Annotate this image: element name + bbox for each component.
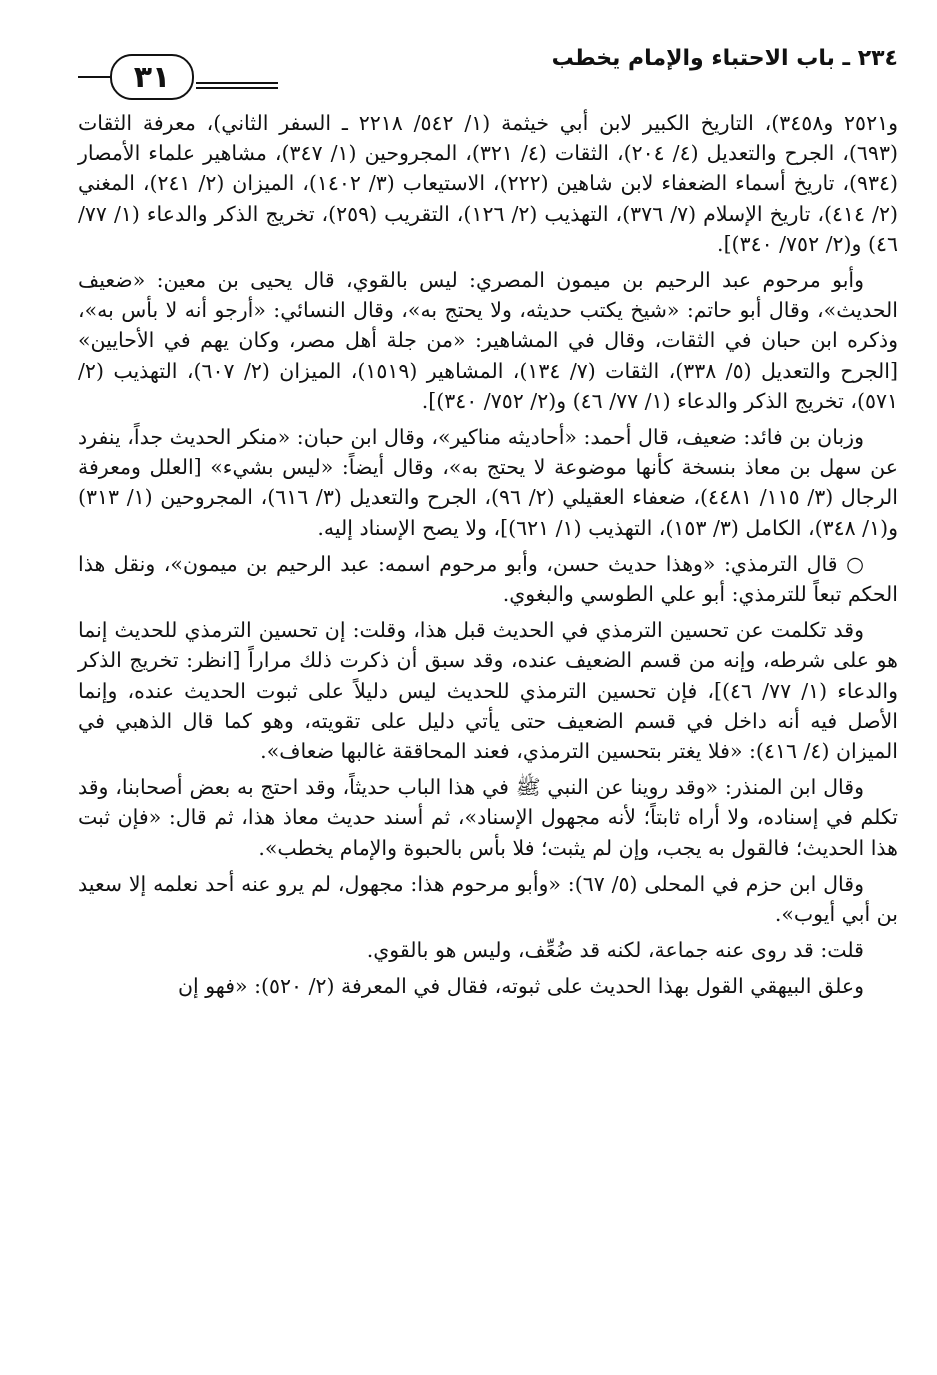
paragraph-1: و٢٥٢١ و٣٤٥٨)، التاريخ الكبير لابن أبي خيثمة (١/ ٥٤٢/ ٢٢١٨ ـ السفر الثاني)، معرفة الثقات (٦٩٣)، الجرح والتعديل (٤/ ٢٠٤)، الثقات (٤/ ٣٢١)، المجروحين (١/ ٣٤٧)، مشاهير علماء الأمصار (٩٣٤)، تاريخ أسماء الضعفاء لابن شاهين (٢٢٢)، الاستيعاب (٣/ ١٤٠٢)، الميزان (٢/ ٢٤١)، المغني (٢/ ٤١٤)، تاريخ الإسلام (٧/ ٣٧٦)، التهذيب (٢/ ١٢٦)، التقريب (٢٥٩)، تخريج الذكر والدعاء (١/ ٧٧/ ٤٦) و(٢/ ٧٥٢/ ٣٤٠)]. [78, 111, 899, 256]
paragraph-2: وأبو مرحوم عبد الرحيم بن ميمون المصري: ليس بالقوي، قال يحيى بن معين: «ضعيف الحديث»، وقال أبو حاتم: «شيخ يكتب حديثه، ولا يحتج به»، وقال النسائي: «أرجو أنه لا بأس به»، وذكره ابن حبان في الثقات، وقال في المشاهير: «من جلة أهل مصر، وكان يهم في الأحايين» [الجرح والتعديل (٥/ ٣٣٨)، الثقات (٧/ ١٣٤)، المشاهير (١٥١٩)، الميزان (٢/ ٦٠٧)، التهذيب (٢/ ٥٧١)، تخريج الذكر والدعاء (١/ ٧٧/ ٤٦) و(٢/ ٧٥٢/ ٣٤٠)]. [78, 268, 898, 413]
paragraph-5: وقد تكلمت عن تحسين الترمذي في الحديث قبل هذا، وقلت: إن تحسين الترمذي للحديث إنما هو على شرطه، وإنه من قسم الضعيف عنده، وقد سبق أن ذكرت ذلك مراراً [انظر: تخريج الذكر والدعاء (١/ ٧٧/ ٤٦)]، فإن تحسين الترمذي للحديث ليس دليلاً على ثبوت الحديث عنده، وإنما الأصل فيه أنه داخل في قسم الضعيف حتى يأتي دليل على تقويته، وهو كما قال الذهبي في الميزان (٤/ ٤١٦): «فلا يغتر بتحسين الترمذي، فعند المحاققة غالبها ضعاف». [78, 618, 899, 764]
header-rule-left [78, 76, 112, 78]
paragraph-4: ○ قال الترمذي: «وهذا حديث حسن، وأبو مرحوم اسمه: عبد الرحيم بن ميمون»، ونقل هذا الحكم تبعاً للترمذي: أبو علي الطوسي والبغوي. [78, 551, 898, 607]
running-head: ٢٣٤ ـ باب الاحتباء والإمام يخطب [551, 46, 898, 71]
header-rule [196, 82, 278, 89]
paragraph-7: وقال ابن حزم في المحلى (٥/ ٦٧): «وأبو مرحوم هذا: مجهول، لم يرو عنه أحد نعلمه إلا سعيد بن أبي أيوب». [78, 871, 898, 927]
paragraph-9: وعلق البيهقي القول بهذا الحديث على ثبوته، فقال في المعرفة (٢/ ٥٢٠): «فهو إن [177, 974, 864, 999]
body-text [78, 108, 898, 1002]
paragraph-6: وقال ابن المنذر: «وقد روينا عن النبي ﷺ في هذا الباب حديثاً، وقد احتج به بعض أصحابنا، وقد تكلم في إسناده، ولا أراه ثابتاً؛ لأنه مجهول الإسناد»، ثم أسند حديث معاذ هذا، ثم قال: «فإن ثبت هذا الحديث؛ فالقول به يجب، وإن لم يثبت؛ فلا بأس بالحبوة والإمام يخطب». [78, 775, 898, 860]
book-page [78, 44, 898, 1364]
page-header [78, 44, 898, 108]
paragraph-3: وزبان بن فائد: ضعيف، قال أحمد: «أحاديثه مناكير»، وقال ابن حبان: «منكر الحديث جداً، ينفرد عن سهل بن معاذ بنسخة كأنها موضوعة لا يحتج به»، وقال أيضاً: «ليس بشيء» [العلل ومعرفة الرجال (٣/ ١١٥/ ٤٤٨١)، ضعفاء العقيلي (٢/ ٩٦)، الجرح والتعديل (٣/ ٦١٦)، المجروحين (١/ ٣١٣) و(١/ ٣٤٨)، الكامل (٣/ ١٥٣)، التهذيب (١/ ٦٢١)]، ولا يصح الإسناد إليه. [78, 425, 898, 540]
page-number-ornament [78, 54, 278, 100]
page-number: ٣١ [133, 59, 171, 95]
page-number-badge [110, 54, 194, 100]
paragraph-8: قلت: قد روى عنه جماعة، لكنه قد ضُعِّف، وليس هو بالقوي. [366, 938, 864, 963]
